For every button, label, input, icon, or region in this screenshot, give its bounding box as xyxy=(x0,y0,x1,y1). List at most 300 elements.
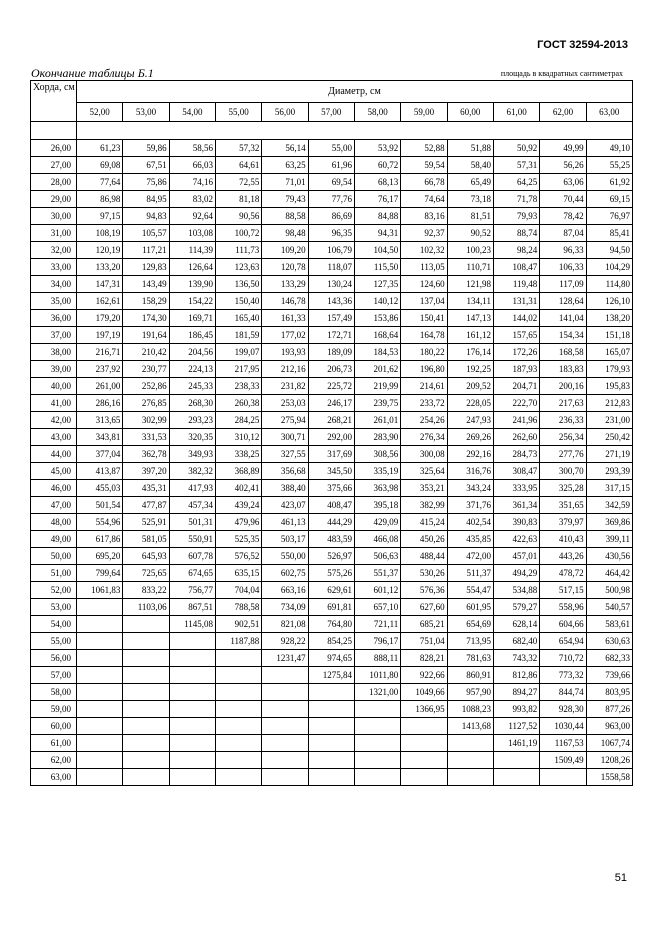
area-value: 49,99 xyxy=(540,140,586,157)
chord-value: 34,00 xyxy=(31,276,77,293)
chord-value: 62,00 xyxy=(31,752,77,769)
area-value: 224,13 xyxy=(169,361,215,378)
area-value: 64,25 xyxy=(493,174,539,191)
chord-value: 51,00 xyxy=(31,565,77,582)
area-value: 472,00 xyxy=(447,548,493,565)
area-value: 109,20 xyxy=(262,242,308,259)
table-row xyxy=(31,565,633,582)
area-value: 317,15 xyxy=(586,480,632,497)
area-value: 551,37 xyxy=(354,565,400,582)
chord-value: 63,00 xyxy=(31,769,77,786)
area-value xyxy=(77,599,123,616)
area-value: 176,14 xyxy=(447,344,493,361)
area-value: 477,87 xyxy=(123,497,169,514)
area-value: 104,29 xyxy=(586,259,632,276)
area-value: 375,66 xyxy=(308,480,354,497)
area-value: 59,54 xyxy=(401,157,447,174)
area-value: 654,69 xyxy=(447,616,493,633)
chord-value: 28,00 xyxy=(31,174,77,191)
area-value xyxy=(169,650,215,667)
area-value: 751,04 xyxy=(401,633,447,650)
area-value xyxy=(77,616,123,633)
area-value: 225,72 xyxy=(308,378,354,395)
area-value: 179,20 xyxy=(77,310,123,327)
area-value: 617,86 xyxy=(77,531,123,548)
area-value: 478,72 xyxy=(540,565,586,582)
chord-value: 27,00 xyxy=(31,157,77,174)
area-value: 241,96 xyxy=(493,412,539,429)
area-value xyxy=(401,769,447,786)
area-value: 168,64 xyxy=(354,327,400,344)
area-value: 368,89 xyxy=(215,463,261,480)
area-value: 1187,88 xyxy=(215,633,261,650)
area-value: 239,75 xyxy=(354,395,400,412)
table-row xyxy=(31,599,633,616)
area-value: 55,00 xyxy=(308,140,354,157)
area-value: 201,62 xyxy=(354,361,400,378)
table-row xyxy=(31,769,633,786)
area-value: 63,25 xyxy=(262,157,308,174)
area-value: 506,63 xyxy=(354,548,400,565)
area-value: 58,40 xyxy=(447,157,493,174)
table-row xyxy=(31,701,633,718)
area-value: 56,14 xyxy=(262,140,308,157)
diameter-value: 53,00 xyxy=(123,103,169,122)
chord-value: 57,00 xyxy=(31,667,77,684)
area-value: 417,93 xyxy=(169,480,215,497)
area-value: 117,09 xyxy=(540,276,586,293)
area-value: 55,25 xyxy=(586,157,632,174)
area-value: 146,78 xyxy=(262,293,308,310)
table-row xyxy=(31,718,633,735)
area-value xyxy=(262,718,308,735)
area-value: 828,21 xyxy=(401,650,447,667)
area-value: 963,00 xyxy=(586,718,632,735)
area-value: 209,52 xyxy=(447,378,493,395)
area-value: 397,20 xyxy=(123,463,169,480)
area-value: 554,96 xyxy=(77,514,123,531)
area-value xyxy=(215,735,261,752)
area-value: 286,16 xyxy=(77,395,123,412)
area-value: 86,69 xyxy=(308,208,354,225)
area-value: 402,41 xyxy=(215,480,261,497)
area-value: 50,92 xyxy=(493,140,539,157)
area-value: 79,93 xyxy=(493,208,539,225)
chord-value: 48,00 xyxy=(31,514,77,531)
area-value: 204,71 xyxy=(493,378,539,395)
area-value: 1558,58 xyxy=(586,769,632,786)
area-value: 127,35 xyxy=(354,276,400,293)
area-value: 212,83 xyxy=(586,395,632,412)
area-value xyxy=(77,752,123,769)
area-value: 192,25 xyxy=(447,361,493,378)
area-value xyxy=(493,769,539,786)
area-value: 540,57 xyxy=(586,599,632,616)
area-value: 164,78 xyxy=(401,327,447,344)
diameter-value: 60,00 xyxy=(447,103,493,122)
area-value: 457,01 xyxy=(493,548,539,565)
area-value xyxy=(215,667,261,684)
area-value: 390,83 xyxy=(493,514,539,531)
table-row xyxy=(31,616,633,633)
area-value xyxy=(401,718,447,735)
area-value: 98,24 xyxy=(493,242,539,259)
area-value: 147,31 xyxy=(77,276,123,293)
area-value: 104,50 xyxy=(354,242,400,259)
area-value xyxy=(215,769,261,786)
area-value: 92,64 xyxy=(169,208,215,225)
unit-note: площадь в квадратных сантиметрах xyxy=(500,69,623,78)
area-value: 550,91 xyxy=(169,531,215,548)
area-value xyxy=(169,769,215,786)
area-value: 238,33 xyxy=(215,378,261,395)
area-value: 695,20 xyxy=(77,548,123,565)
area-value xyxy=(262,769,308,786)
area-value: 413,87 xyxy=(77,463,123,480)
area-value: 262,60 xyxy=(493,429,539,446)
area-value: 1413,68 xyxy=(447,718,493,735)
area-value: 70,44 xyxy=(540,191,586,208)
chord-value: 50,00 xyxy=(31,548,77,565)
area-value xyxy=(447,769,493,786)
standard-number: ГОСТ 32594-2013 xyxy=(537,39,628,51)
area-value xyxy=(169,633,215,650)
area-value: 134,11 xyxy=(447,293,493,310)
area-value: 316,76 xyxy=(447,463,493,480)
area-value: 150,40 xyxy=(215,293,261,310)
area-value: 49,10 xyxy=(586,140,632,157)
area-value: 77,76 xyxy=(308,191,354,208)
area-value: 796,17 xyxy=(354,633,400,650)
area-value: 483,59 xyxy=(308,531,354,548)
diameter-value: 55,00 xyxy=(215,103,261,122)
area-value: 558,96 xyxy=(540,599,586,616)
area-value: 292,00 xyxy=(308,429,354,446)
area-value: 399,11 xyxy=(586,531,632,548)
area-value: 308,47 xyxy=(493,463,539,480)
area-value: 94,50 xyxy=(586,242,632,259)
area-value: 379,97 xyxy=(540,514,586,531)
area-value xyxy=(123,769,169,786)
area-value: 974,65 xyxy=(308,650,354,667)
area-value: 140,12 xyxy=(354,293,400,310)
area-value: 877,26 xyxy=(586,701,632,718)
area-value: 250,42 xyxy=(586,429,632,446)
area-value: 74,16 xyxy=(169,174,215,191)
table-row xyxy=(31,208,633,225)
chord-value: 56,00 xyxy=(31,650,77,667)
chord-value: 44,00 xyxy=(31,446,77,463)
area-value: 90,52 xyxy=(447,225,493,242)
area-value xyxy=(169,701,215,718)
table-row xyxy=(31,667,633,684)
area-value: 338,25 xyxy=(215,446,261,463)
area-table xyxy=(30,80,633,786)
area-value: 704,04 xyxy=(215,582,261,599)
table-row xyxy=(31,752,633,769)
area-value: 254,26 xyxy=(401,412,447,429)
area-value: 435,31 xyxy=(123,480,169,497)
area-value: 1509,49 xyxy=(540,752,586,769)
area-value: 69,15 xyxy=(586,191,632,208)
area-value: 685,21 xyxy=(401,616,447,633)
area-value: 81,18 xyxy=(215,191,261,208)
diameter-value: 62,00 xyxy=(540,103,586,122)
chord-value: 35,00 xyxy=(31,293,77,310)
area-value: 1145,08 xyxy=(169,616,215,633)
area-value: 113,05 xyxy=(401,259,447,276)
area-value: 60,72 xyxy=(354,157,400,174)
area-value: 292,16 xyxy=(447,446,493,463)
table-body xyxy=(31,122,633,786)
area-value: 217,63 xyxy=(540,395,586,412)
table-row xyxy=(31,276,633,293)
area-value xyxy=(215,684,261,701)
area-value: 363,98 xyxy=(354,480,400,497)
area-value: 602,75 xyxy=(262,565,308,582)
area-value: 73,18 xyxy=(447,191,493,208)
area-value: 351,65 xyxy=(540,497,586,514)
area-value: 276,34 xyxy=(401,429,447,446)
area-value: 408,47 xyxy=(308,497,354,514)
area-value xyxy=(540,769,586,786)
area-value: 181,59 xyxy=(215,327,261,344)
area-value: 353,21 xyxy=(401,480,447,497)
area-value: 119,48 xyxy=(493,276,539,293)
area-value xyxy=(123,650,169,667)
area-value: 165,07 xyxy=(586,344,632,361)
area-value xyxy=(169,667,215,684)
area-value: 430,56 xyxy=(586,548,632,565)
area-value: 143,36 xyxy=(308,293,354,310)
area-value: 124,60 xyxy=(401,276,447,293)
area-value: 117,21 xyxy=(123,242,169,259)
area-value: 129,83 xyxy=(123,259,169,276)
chord-value: 54,00 xyxy=(31,616,77,633)
area-value: 388,40 xyxy=(262,480,308,497)
area-value: 96,33 xyxy=(540,242,586,259)
area-value: 61,92 xyxy=(586,174,632,191)
area-value: 75,86 xyxy=(123,174,169,191)
area-value: 466,08 xyxy=(354,531,400,548)
area-value: 517,15 xyxy=(540,582,586,599)
area-value: 756,77 xyxy=(169,582,215,599)
area-value xyxy=(123,616,169,633)
area-value: 300,08 xyxy=(401,446,447,463)
table-row xyxy=(31,582,633,599)
chord-value: 29,00 xyxy=(31,191,77,208)
area-value: 126,64 xyxy=(169,259,215,276)
area-value: 71,78 xyxy=(493,191,539,208)
area-value: 138,20 xyxy=(586,310,632,327)
area-value: 169,71 xyxy=(169,310,215,327)
area-value xyxy=(77,735,123,752)
area-value: 147,13 xyxy=(447,310,493,327)
table-row xyxy=(31,344,633,361)
area-value: 894,27 xyxy=(493,684,539,701)
area-value: 65,49 xyxy=(447,174,493,191)
chord-value: 49,00 xyxy=(31,531,77,548)
area-value: 100,72 xyxy=(215,225,261,242)
chord-value: 53,00 xyxy=(31,599,77,616)
area-value: 136,50 xyxy=(215,276,261,293)
area-value: 629,61 xyxy=(308,582,354,599)
area-value: 228,05 xyxy=(447,395,493,412)
area-value: 199,07 xyxy=(215,344,261,361)
area-value: 422,63 xyxy=(493,531,539,548)
area-value xyxy=(123,633,169,650)
table-row xyxy=(31,531,633,548)
area-value: 713,95 xyxy=(447,633,493,650)
area-value: 172,71 xyxy=(308,327,354,344)
table-caption: Окончание таблицы Б.1 xyxy=(31,66,154,80)
table-row xyxy=(31,293,633,310)
area-value: 57,32 xyxy=(215,140,261,157)
area-value: 628,14 xyxy=(493,616,539,633)
area-value: 94,31 xyxy=(354,225,400,242)
table-row xyxy=(31,514,633,531)
area-value: 191,64 xyxy=(123,327,169,344)
area-value: 601,12 xyxy=(354,582,400,599)
diameter-value: 57,00 xyxy=(308,103,354,122)
area-value: 395,18 xyxy=(354,497,400,514)
table-row xyxy=(31,497,633,514)
area-value: 423,07 xyxy=(262,497,308,514)
area-value: 691,81 xyxy=(308,599,354,616)
table-row xyxy=(31,242,633,259)
area-value xyxy=(401,735,447,752)
area-value: 525,35 xyxy=(215,531,261,548)
area-value: 276,85 xyxy=(123,395,169,412)
area-value: 957,90 xyxy=(447,684,493,701)
area-value: 216,71 xyxy=(77,344,123,361)
area-value xyxy=(123,718,169,735)
area-value: 143,49 xyxy=(123,276,169,293)
area-value: 88,58 xyxy=(262,208,308,225)
area-value: 154,22 xyxy=(169,293,215,310)
area-value: 682,33 xyxy=(586,650,632,667)
area-value: 860,91 xyxy=(447,667,493,684)
table-row xyxy=(31,429,633,446)
area-value: 67,51 xyxy=(123,157,169,174)
area-value: 630,63 xyxy=(586,633,632,650)
area-value: 1231,47 xyxy=(262,650,308,667)
diameter-value: 61,00 xyxy=(493,103,539,122)
area-value: 139,90 xyxy=(169,276,215,293)
area-value: 114,80 xyxy=(586,276,632,293)
area-value xyxy=(354,718,400,735)
area-value: 844,74 xyxy=(540,684,586,701)
area-value: 200,16 xyxy=(540,378,586,395)
chord-value: 59,00 xyxy=(31,701,77,718)
area-value: 710,72 xyxy=(540,650,586,667)
area-value: 867,51 xyxy=(169,599,215,616)
chord-value: 52,00 xyxy=(31,582,77,599)
area-value: 635,15 xyxy=(215,565,261,582)
area-value: 361,34 xyxy=(493,497,539,514)
area-value: 252,86 xyxy=(123,378,169,395)
diameter-value: 54,00 xyxy=(169,103,215,122)
area-value: 271,19 xyxy=(586,446,632,463)
area-value: 63,06 xyxy=(540,174,586,191)
chord-value: 60,00 xyxy=(31,718,77,735)
area-value: 214,61 xyxy=(401,378,447,395)
table-row xyxy=(31,633,633,650)
area-value: 550,00 xyxy=(262,548,308,565)
area-value: 162,61 xyxy=(77,293,123,310)
area-value: 92,37 xyxy=(401,225,447,242)
area-value: 369,86 xyxy=(586,514,632,531)
area-value: 275,94 xyxy=(262,412,308,429)
area-value: 300,71 xyxy=(262,429,308,446)
table-row xyxy=(31,395,633,412)
chord-value: 37,00 xyxy=(31,327,77,344)
area-value: 193,93 xyxy=(262,344,308,361)
area-value: 627,60 xyxy=(401,599,447,616)
area-value: 96,35 xyxy=(308,225,354,242)
area-value xyxy=(215,718,261,735)
chord-value: 47,00 xyxy=(31,497,77,514)
area-value: 97,15 xyxy=(77,208,123,225)
area-value: 526,97 xyxy=(308,548,354,565)
area-value: 1067,74 xyxy=(586,735,632,752)
area-value: 85,41 xyxy=(586,225,632,242)
area-value: 86,98 xyxy=(77,191,123,208)
area-value: 126,10 xyxy=(586,293,632,310)
page-number: 51 xyxy=(614,872,627,884)
area-value: 310,12 xyxy=(215,429,261,446)
area-value: 1167,53 xyxy=(540,735,586,752)
chord-value: 55,00 xyxy=(31,633,77,650)
table-row xyxy=(31,140,633,157)
area-value: 525,91 xyxy=(123,514,169,531)
area-value: 84,95 xyxy=(123,191,169,208)
table-row xyxy=(31,225,633,242)
area-value xyxy=(169,718,215,735)
area-value: 601,95 xyxy=(447,599,493,616)
area-value: 210,42 xyxy=(123,344,169,361)
area-value: 300,70 xyxy=(540,463,586,480)
chord-value: 41,00 xyxy=(31,395,77,412)
area-value: 799,64 xyxy=(77,565,123,582)
area-value: 902,51 xyxy=(215,616,261,633)
diameter-value: 52,00 xyxy=(77,103,123,122)
area-value: 77,64 xyxy=(77,174,123,191)
area-value: 118,07 xyxy=(308,259,354,276)
area-value xyxy=(169,752,215,769)
area-value: 94,83 xyxy=(123,208,169,225)
area-value: 153,86 xyxy=(354,310,400,327)
area-value: 1208,26 xyxy=(586,752,632,769)
area-value: 1461,19 xyxy=(493,735,539,752)
area-value: 154,34 xyxy=(540,327,586,344)
area-value: 184,53 xyxy=(354,344,400,361)
area-value: 72,55 xyxy=(215,174,261,191)
area-value xyxy=(308,718,354,735)
table-row xyxy=(31,327,633,344)
area-value: 180,22 xyxy=(401,344,447,361)
area-value: 268,30 xyxy=(169,395,215,412)
area-value: 114,39 xyxy=(169,242,215,259)
area-value xyxy=(354,752,400,769)
area-value: 377,04 xyxy=(77,446,123,463)
area-value: 888,11 xyxy=(354,650,400,667)
area-value: 108,19 xyxy=(77,225,123,242)
area-value: 335,19 xyxy=(354,463,400,480)
table-row xyxy=(31,480,633,497)
area-value: 1061,83 xyxy=(77,582,123,599)
area-value: 261,01 xyxy=(354,412,400,429)
